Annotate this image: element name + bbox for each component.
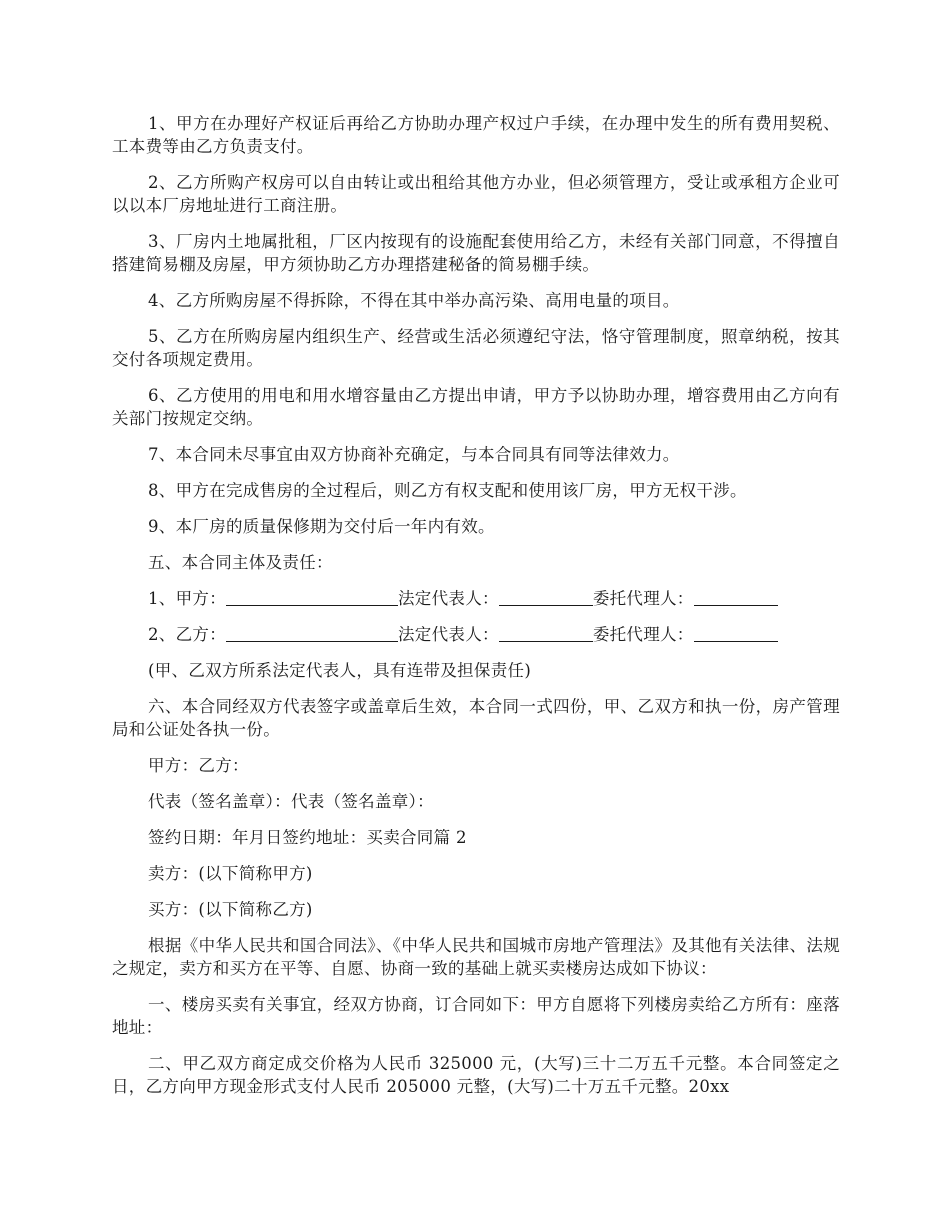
party-a-label: 1、甲方： <box>148 589 226 608</box>
clause-5: 5、乙方在所购房屋内组织生产、经营或生活必须遵纪守法，恪守管理制度，照章纳税，按其交付各项规定费用。 <box>112 327 840 369</box>
seller-line: 卖方：(以下简称甲方) <box>148 864 313 883</box>
party-a-rep-blank <box>499 589 593 606</box>
party-b-agent-blank <box>694 625 778 642</box>
buyer-line: 买方：(以下简称乙方) <box>148 900 313 919</box>
party-a-line <box>112 587 840 610</box>
article-one: 一、楼房买卖有关事宜，经双方协商，订合同如下：甲方自愿将下列楼房卖给乙方所有：座落地址： <box>112 995 840 1037</box>
document-page <box>112 112 840 1111</box>
party-a-name-blank <box>226 589 398 606</box>
section-five-heading: 五、本合同主体及责任： <box>148 553 333 572</box>
legal-basis: 根据《中华人民共和国合同法》、《中华人民共和国城市房地产管理法》及其他有关法律、法规之规定，卖方和买方在平等、自愿、协商一致的基础上就买卖楼房达成如下协议： <box>112 936 840 978</box>
party-b-line <box>112 623 840 646</box>
section-six: 六、本合同经双方代表签字或盖章后生效，本合同一式四份，甲、乙双方和执一份，房产管理局和公证处各执一份。 <box>112 697 840 739</box>
article-two: 二、甲乙双方商定成交价格为人民币 325000 元，(大写)三十二万五千元整。本合同签定之日，乙方向甲方现金形式支付人民币 205000 元整，(大写)二十万五千元整。20xx <box>112 1054 840 1096</box>
clause-3: 3、厂房内土地属批租，厂区内按现有的设施配套使用给乙方，未经有关部门同意，不得擅自搭建简易棚及房屋，甲方须协助乙方办理搭建秘备的简易棚手续。 <box>112 232 840 274</box>
liability-note: (甲、乙双方所系法定代表人，具有连带及担保责任) <box>148 661 532 680</box>
party-b-rep-blank <box>499 625 593 642</box>
party-b-rep-label: 法定代表人： <box>398 625 499 644</box>
clause-1: 1、甲方在办理好产权证后再给乙方协助办理产权过户手续，在办理中发生的所有费用契税、工本费等由乙方负责支付。 <box>112 114 840 156</box>
signing-date-place: 签约日期：年月日签约地址：买卖合同篇 2 <box>148 828 467 847</box>
clause-6: 6、乙方使用的用电和用水增容量由乙方提出申请，甲方予以协助办理，增容费用由乙方向有关部门按规定交纳。 <box>112 386 840 428</box>
clause-8: 8、甲方在完成售房的全过程后，则乙方有权支配和使用该厂房，甲方无权干涉。 <box>148 481 747 500</box>
party-a-rep-label: 法定代表人： <box>398 589 499 608</box>
clause-4: 4、乙方所购房屋不得拆除，不得在其中举办高污染、高用电量的项目。 <box>148 291 680 310</box>
clause-9: 9、本厂房的质量保修期为交付后一年内有效。 <box>148 517 495 536</box>
party-b-name-blank <box>226 625 398 642</box>
signature-representatives: 代表（签名盖章）：代表（签名盖章）： <box>148 792 434 811</box>
clause-2: 2、乙方所购产权房可以自由转让或出租给其他方办业，但必须管理方，受让或承租方企业可以以本厂房地址进行工商注册。 <box>112 173 840 215</box>
clause-7: 7、本合同未尽事宜由双方协商补充确定，与本合同具有同等法律效力。 <box>148 445 680 464</box>
signature-parties: 甲方：乙方： <box>148 756 249 775</box>
party-a-agent-blank <box>694 589 778 606</box>
party-b-agent-label: 委托代理人： <box>592 625 694 644</box>
party-b-label: 2、乙方： <box>148 625 226 644</box>
party-a-agent-label: 委托代理人： <box>592 589 694 608</box>
